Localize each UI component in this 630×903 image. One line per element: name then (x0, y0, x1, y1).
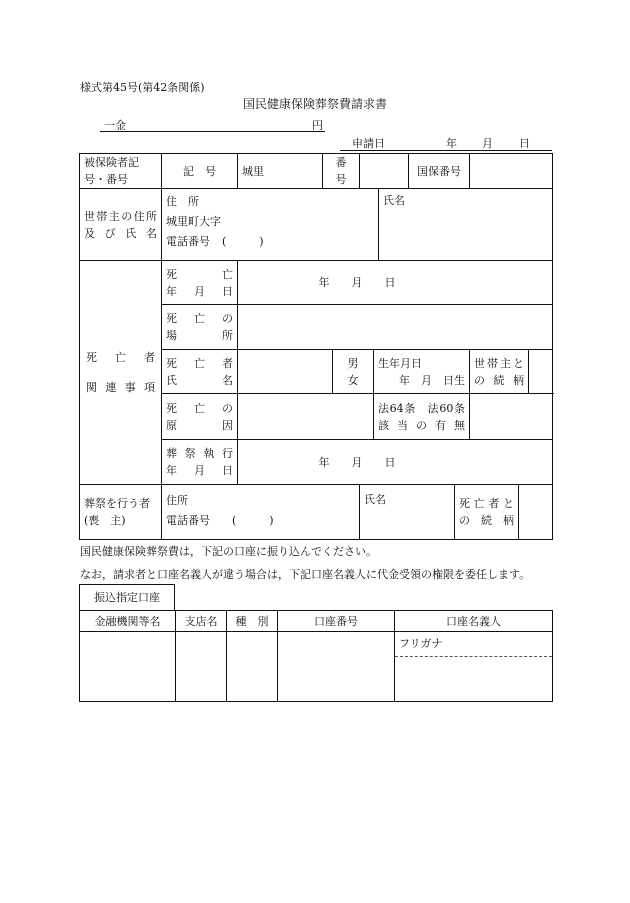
sex-male-option[interactable]: 男 (347, 356, 359, 370)
householder-phone (166, 232, 374, 252)
householder-address-value: 城里町大字 (166, 215, 221, 228)
date-month-label: 月 (482, 137, 493, 150)
death-cause-field[interactable] (238, 394, 374, 440)
sex-female-option[interactable]: 女 (347, 373, 359, 387)
kigo-value[interactable]: 城里 (238, 154, 323, 189)
deceased-name-label-line2: 氏名 (166, 373, 233, 387)
account-type-field[interactable] (227, 632, 278, 702)
deceased-section-label-line2: 関連事項 (86, 380, 155, 394)
branch-name-header: 支店名 (176, 611, 227, 632)
law-applicability-line1: 法64条 法60条 (378, 401, 466, 415)
householder-phone-label: 電話番号 (166, 235, 210, 248)
account-number-field[interactable] (278, 632, 395, 702)
bango-label: 番 号 (323, 154, 360, 189)
funeral-date-value[interactable]: 年 月 日 (238, 440, 553, 485)
death-date-value[interactable]: 年 月 日 (238, 261, 553, 305)
application-form-table (79, 153, 553, 540)
deceased-relation-field[interactable] (529, 350, 553, 394)
insured-number-label: 被保険者記号・番号 (80, 154, 162, 189)
deceased-relation-label-line1: 世帯主と (474, 356, 525, 370)
sex-selector[interactable] (333, 350, 374, 394)
kokuho-number-label: 国保番号 (409, 154, 470, 189)
form-title: 国民健康保険葬祭費請求書 (242, 97, 387, 111)
amount-line (100, 117, 325, 132)
bank-name-field[interactable] (80, 632, 176, 702)
mourner-relation-label-line2: の続柄 (459, 514, 515, 527)
law-applicability-line2: 該当の有無 (378, 418, 466, 432)
mourner-relation-label (455, 485, 519, 540)
death-date-label-line2: 年月日 (166, 284, 233, 298)
householder-label-line2: 及び氏名 (84, 226, 157, 240)
deceased-name-label-line1: 死亡者 (166, 356, 233, 370)
deceased-relation-label (470, 350, 529, 394)
bank-name-header: 金融機関等名 (80, 611, 176, 632)
bank-furigana-row (80, 632, 553, 658)
date-day-label: 日 (519, 137, 530, 150)
mourner-address-label: 住所 (166, 494, 188, 507)
mourner-address-field[interactable] (162, 485, 360, 540)
death-place-label-line2: 場所 (166, 329, 233, 342)
death-place-field[interactable] (238, 305, 553, 350)
bank-account-tab: 振込指定口座 (79, 584, 175, 611)
death-place-label (162, 305, 238, 350)
furigana-field[interactable] (395, 632, 553, 658)
bango-value-field[interactable] (360, 154, 409, 189)
mourner-relation-field[interactable] (519, 485, 553, 540)
death-cause-label-line2: 原因 (166, 418, 233, 432)
householder-label-line1: 世帯主の住所 (84, 209, 157, 223)
bank-header-row (80, 611, 553, 632)
deceased-section-label-line1: 死 亡 者 (86, 350, 155, 364)
furigana-label: フリガナ (395, 632, 552, 657)
kigo-label: 記 号 (162, 154, 238, 189)
mourner-label-line2: (喪 主) (84, 514, 126, 527)
insured-number-row (80, 154, 553, 189)
householder-phone-parens: ( ) (222, 235, 264, 248)
amount-prefix: 一金 (104, 119, 126, 132)
death-date-label (162, 261, 238, 305)
deceased-name-field[interactable] (238, 350, 333, 394)
mourner-phone-label: 電話番号 (166, 514, 210, 527)
deceased-relation-label-line2: の続柄 (474, 373, 525, 387)
date-year-label: 年 (446, 137, 457, 150)
mourner-relation-label-line1: 死亡者と (459, 497, 515, 510)
form-number: 様式第45号(第42条関係) (80, 81, 205, 94)
householder-name-field[interactable] (379, 189, 553, 261)
funeral-date-label (162, 440, 238, 485)
mourner-label (80, 485, 162, 540)
bank-transfer-notice: 国民健康保険葬祭費は，下記の口座に振り込んでください。 (80, 545, 377, 558)
mourner-phone (166, 511, 355, 531)
funeral-date-label-line1: 葬祭執行 (166, 447, 233, 460)
householder-label (80, 189, 162, 261)
deceased-name-label (162, 350, 238, 394)
account-holder-header: 口座名義人 (395, 611, 553, 632)
funeral-date-label-line2: 年月日 (166, 464, 233, 477)
application-date-label: 申請日 (352, 137, 385, 150)
death-cause-label (162, 394, 238, 440)
bank-account-table (79, 610, 553, 702)
birth-date-value: 年 月 日生 (399, 373, 466, 387)
householder-address-label: 住 所 (166, 195, 199, 208)
death-date-label-line1: 死亡 (166, 267, 233, 281)
birth-date-label: 生年月日 (378, 356, 423, 370)
branch-name-field[interactable] (176, 632, 227, 702)
account-number-header: 口座番号 (278, 611, 395, 632)
account-type-header: 種 別 (227, 611, 278, 632)
law-applicability-label (374, 394, 470, 440)
kokuho-number-field[interactable] (470, 154, 553, 189)
householder-address-field[interactable] (162, 189, 379, 261)
death-cause-label-line1: 死亡の (166, 401, 233, 415)
mourner-row (80, 485, 553, 540)
amount-suffix: 円 (312, 119, 323, 132)
birth-date-field[interactable] (374, 350, 470, 394)
mourner-label-line1: 葬祭を行う者 (84, 497, 150, 510)
death-place-label-line1: 死亡の (166, 312, 233, 325)
law-applicability-field[interactable] (470, 394, 553, 440)
deceased-section-label (80, 261, 162, 485)
delegation-notice: なお，請求者と口座名義人が違う場合は，下記口座名義人に代金受領の権限を委任します。 (80, 568, 531, 581)
mourner-name-field[interactable] (360, 485, 455, 540)
mourner-name-label: 氏名 (364, 493, 387, 506)
account-holder-name-field[interactable] (395, 658, 553, 702)
householder-name-label: 氏名 (383, 194, 406, 207)
householder-row (80, 189, 553, 261)
mourner-phone-parens: ( ) (232, 514, 274, 527)
death-date-row (80, 261, 553, 305)
